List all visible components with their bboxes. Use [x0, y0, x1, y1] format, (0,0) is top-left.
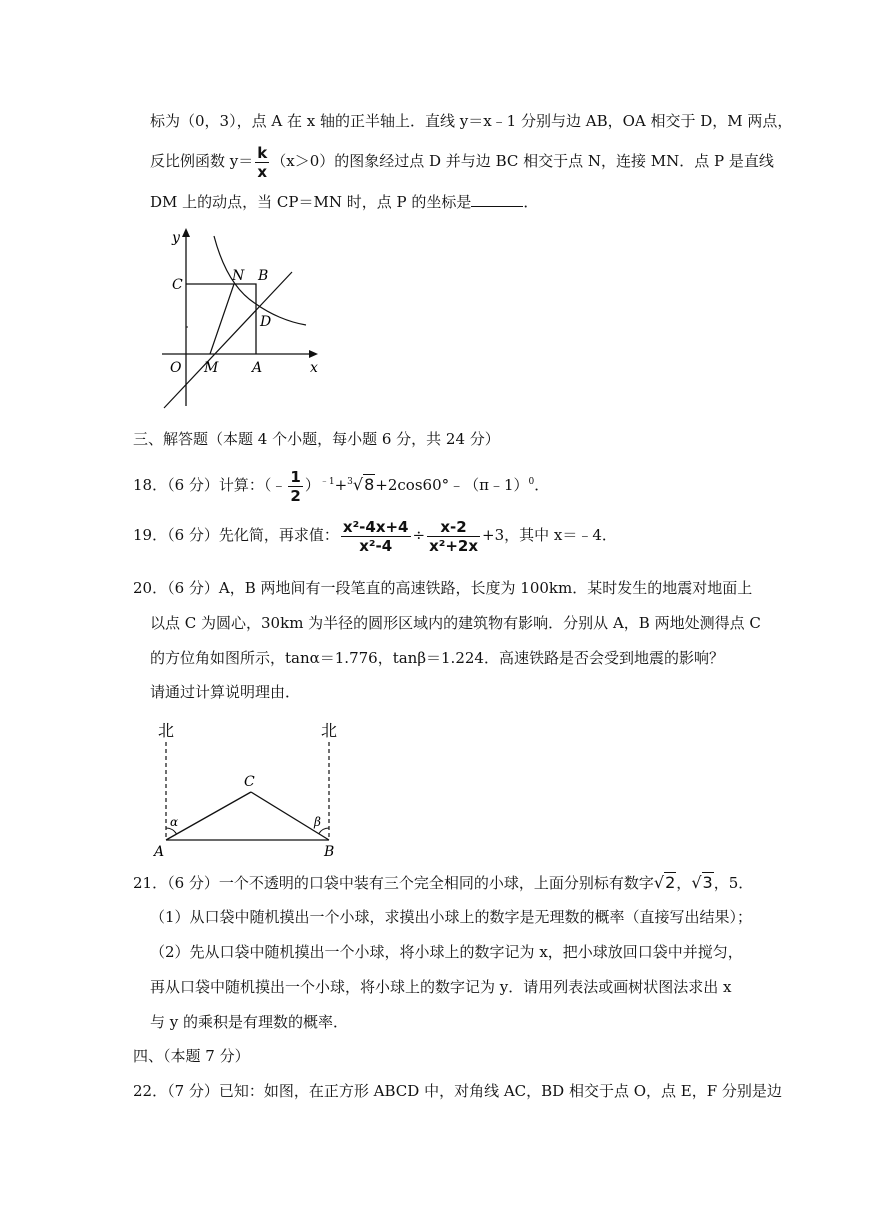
q18-cube-root: √8: [352, 475, 375, 494]
q18-frac-num: 1: [290, 467, 301, 486]
q17-coordinate-figure: [150, 222, 330, 412]
label-y: y: [172, 230, 180, 246]
label-a: A: [252, 360, 263, 376]
q21-line1: 21．（6 分）一个不透明的口袋中装有三个完全相同的小球，上面分别标有数字√2，√3，5．: [133, 873, 754, 892]
sqrt-3: √3: [691, 873, 713, 892]
label-c: C: [244, 774, 255, 790]
q21-line3: （2）先从口袋中随机摸出一个小球，将小球上的数字记为 x，把小球放回口袋中并搅匀，: [150, 943, 743, 961]
q19-divide: ÷: [412, 526, 426, 544]
q17-line2: [150, 143, 774, 181]
q19: [133, 512, 617, 558]
q17-line3-pre: DM 上的动点，当 CP＝MN 时，点 P 的坐标是: [150, 193, 472, 211]
q20-line3: 的方位角如图所示，tanα＝1.776，tanβ＝1.224．高速铁路是否会受到地震的影响？: [150, 649, 724, 667]
label-alpha: α: [170, 815, 179, 829]
q19-frac1-den: x²-4: [359, 536, 393, 555]
q20-bearing-figure: [148, 712, 348, 862]
q18-plus: +: [334, 476, 348, 494]
q21-line4: 再从口袋中随机摸出一个小球，将小球上的数字记为 y．请用列表法或画树状图法求出 x: [150, 978, 732, 996]
q19-post: +3，其中 x＝﹣4．: [482, 526, 617, 544]
label-beta: β: [314, 815, 321, 829]
q17-line3: [150, 191, 538, 213]
line-dm: [164, 272, 292, 408]
square-sides: [186, 284, 256, 354]
q19-frac2-num: x-2: [427, 518, 480, 537]
sqrt-2: √2: [653, 873, 676, 892]
q19-fraction-2: [427, 518, 480, 555]
x-axis-arrow: [309, 350, 318, 358]
q20-line1: 20．（6 分）A，B 两地间有一段笔直的高速铁路，长度为 100km．某时发生的地震对地面上: [133, 579, 753, 597]
q21-line2: （1）从口袋中随机摸出一个小球，求摸出小球上的数字是无理数的概率（直接写出结果）；: [150, 908, 753, 926]
q17-frac-num: k: [257, 143, 268, 162]
label-d: D: [260, 314, 272, 330]
q21-line5: 与 y 的乘积是有理数的概率．: [150, 1013, 349, 1031]
q22-line1: 22．（7 分）已知：如图，在正方形 ABCD 中，对角线 AC，BD 相交于点 O，点 E，F 分别是边: [133, 1082, 782, 1100]
q18-root-index: 3: [347, 477, 353, 487]
q19-frac1-num: x²-4x+4: [342, 517, 409, 536]
q17-fraction: [255, 144, 269, 181]
q17-line2-post: （x＞0）的图象经过点 D 并与边 BC 相交于点 N，连接 MN．点 P 是直线: [271, 152, 774, 170]
q19-fraction-1: [341, 518, 411, 555]
q19-pre: 19．（6 分）先化简，再求值：: [133, 526, 339, 544]
q18: 18．（6 分）计算：（﹣ $\frac{1}{2}$ ）$^{﹣1}$+$^3$√8+2cos60°﹣（π﹣1）$^0$．: [133, 467, 550, 505]
q20-line4: 请通过计算说明理由．: [150, 683, 301, 701]
label-m: M: [204, 360, 219, 376]
section-3-heading: 三、解答题（本题 4 个小题，每小题 6 分，共 24 分）: [133, 430, 500, 448]
segment-ac: [166, 792, 251, 840]
section-4-heading: 四、（本题 7 分）: [133, 1047, 250, 1065]
q18-pre: 18．（6 分）计算：（﹣: [133, 476, 287, 494]
q17-line3-post: ．: [523, 193, 539, 211]
label-b: B: [324, 844, 335, 860]
q17-line2-pre: 反比例函数 y＝: [150, 152, 254, 170]
label-c: C: [172, 277, 183, 293]
q17-line1: 标为（0，3），点 A 在 x 轴的正半轴上．直线 y＝x﹣1 分别与边 AB，OA 相交于 D，M 两点，: [150, 112, 793, 130]
q18-exponent-zero: 0: [528, 477, 535, 487]
q18-exponent: ﹣1: [319, 477, 335, 487]
q21-line1-post: ，5．: [713, 874, 754, 892]
q18-frac-den: 2: [290, 486, 301, 505]
q18-fraction: [288, 468, 302, 505]
answer-blank: [471, 192, 523, 207]
label-x: x: [310, 360, 318, 376]
label-a: A: [154, 844, 165, 860]
y-axis-arrow: [182, 228, 190, 237]
north-label-left: 北: [158, 721, 175, 740]
north-label-right: 北: [321, 721, 338, 740]
label-o: O: [170, 360, 182, 376]
q17-frac-den: x: [257, 162, 268, 181]
label-b: B: [258, 268, 269, 284]
q20-line2: 以点 C 为圆心，30km 为半径的圆形区域内的建筑物有影响．分别从 A，B 两地处测得点 C: [150, 614, 761, 632]
q18-post: +2cos60°﹣（π﹣1）: [375, 476, 529, 494]
q19-frac2-den: x²+2x: [429, 536, 479, 555]
q21-line1-pre: 21．（6 分）一个不透明的口袋中装有三个完全相同的小球，上面分别标有数字: [133, 874, 654, 892]
segment-mn: [210, 284, 234, 354]
label-n: N: [232, 268, 245, 284]
